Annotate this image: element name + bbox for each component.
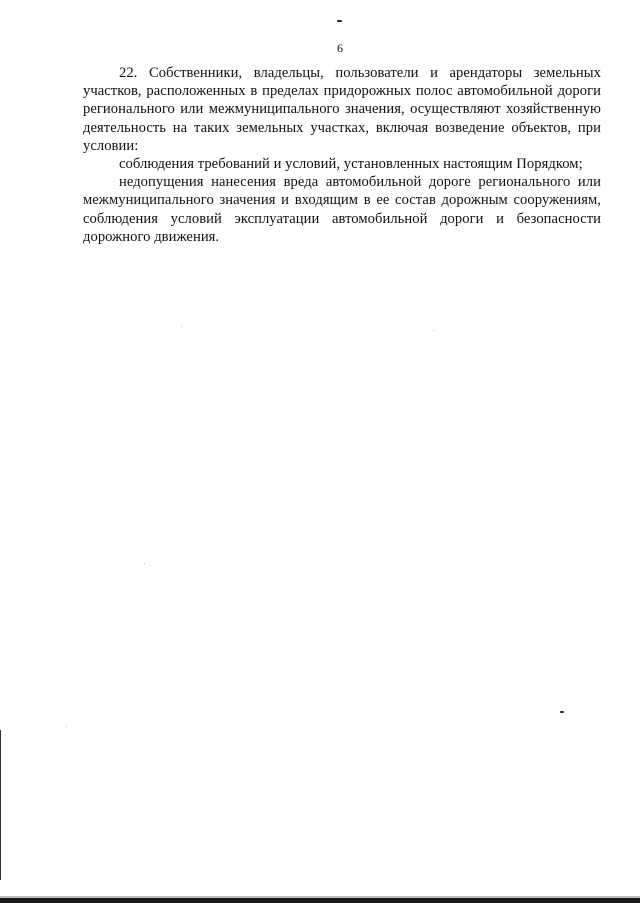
page-number: 6 bbox=[337, 41, 343, 55]
condition-no-harm: недопущения нанесения вреда автомобильной дороге регионального или межмуниципального значения и входящим в ее состав дорожным сооружениям, соблюдения условий эксплуатации автомобильной дороги и безопасности дорожного движения. bbox=[83, 174, 601, 245]
scan-dot bbox=[181, 326, 182, 327]
document-body bbox=[83, 64, 601, 246]
scan-dot bbox=[144, 563, 145, 564]
scan-dot bbox=[66, 726, 67, 727]
condition-requirements: соблюдения требований и условий, установленных настоящим Порядком; bbox=[119, 156, 583, 173]
scan-edge-left bbox=[0, 730, 1, 880]
scan-speck bbox=[337, 20, 342, 22]
scan-dot bbox=[433, 330, 434, 331]
paragraph-22: 22. Собственники, владельцы, пользователи и арендаторы земельных участков, расположенных в пределах придорожных полос автомобильной дороги регионального или межмуниципального значения, осуществляют хозяйственную деятельность на таких земельных участках, включая возведение объектов, при условии: bbox=[83, 65, 601, 154]
scan-speck bbox=[560, 711, 564, 713]
scan-edge-bottom bbox=[0, 898, 640, 903]
